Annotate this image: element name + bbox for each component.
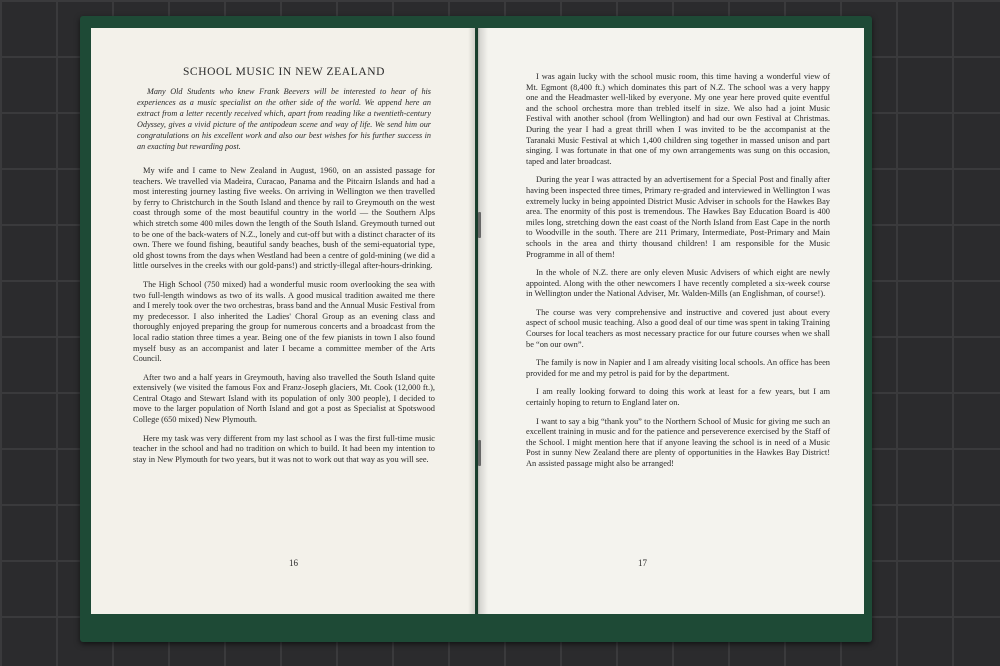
paragraph: In the whole of N.Z. there are only eleven Music Advisers of which eight are newly appointed. Along with the other newcomers I have recently completed a six-week course in Wellington under the National Adviser, Mr. Walden-Mills (an Englishman, of course!). xyxy=(526,268,830,299)
paragraph: During the year I was attracted by an advertisement for a Special Post and finally after having been inspected three times, Primary re-graded and interviewed in Wellington I was extremely lucky in being appointed District Music Adviser in schools for the Hawkes Bay area. The enormity of this post is tremendous. The Hawkes Bay Education Board is 400 miles long, stretching down the east coast of the North Island from East Cape in the north to Woodville in the south. There are 211 Primary, Intermediate, Post-Primary and Main schools in the area and thirty thousand children! I am responsible for the Music Programme in all of them! xyxy=(526,175,830,259)
intro-note: Many Old Students who knew Frank Beevers will be interested to hear of his experiences as a music specialist on the other side of the world. We append here an extract from a letter recently received which, apart from reading like a twentieth-century Odyssey, gives a vivid picture of the antipodean scene and way of life. We send him our congratulations on his excellent work and also our best wishes for his further success in an exacting but rewarding post. xyxy=(137,87,431,151)
paragraph: After two and a half years in Greymouth, having also travelled the South Island quite extensively (we visited the famous Fox and Franz-Joseph glaciers, Mt. Cook (12,000 ft.), Central Otago and Stewart Island with its population of only 300 people), I decided to move to the larger population of North Island and got a post as Specialist at Spotswood College (650 mixed) New Plymouth. xyxy=(133,372,435,425)
paragraph: Here my task was very different from my last school as I was the first full-time music teacher in the school and had no tradition on which to build. It had been my intention to stay in New Plymouth for two years, but it was not to work out that way as you will see. xyxy=(133,433,435,464)
paragraph: I was again lucky with the school music room, this time having a wonderful view of Mt. Egmont (8,400 ft.) which dominates this part of N.Z. The school was a very happy one and the Headmaster well-liked by everyone. My one year here proved quite eventful and the school orchestra more than trebled itself in size. We also had a joint Music Festival with another school (from Wellington) and had our own Festival at Christmas. During the year I had a great thrill when I was invited to be the accompanist at the Taranaki Music Festival at which 1,400 children sing together in massed unison and part singing. I was fortunate in that one of my own arrangements was sung on this occasion, taped and later broadcast. xyxy=(526,72,830,166)
right-page xyxy=(478,28,864,614)
staple xyxy=(478,440,481,466)
paragraph: The High School (750 mixed) had a wonderful music room overlooking the sea with two full-length windows as two of its walls. A good musical tradition awaited me there and I merely took over the two orchestras, brass band and the Annual Music Festival from my predecessor. I also inherited the Ladies' Choral Group as an evening class and thoroughly enjoyed preparing the group for numerous concerts and a broadcast from the local radio station three times a year. Being one of the few pianists in town I also found myself busy as an accompanist and later I became a committee member of the Arts Council. xyxy=(133,279,435,364)
paragraph: My wife and I came to New Zealand in August, 1960, on an assisted passage for teachers. We travelled via Madeira, Curacao, Panama and the Pitcairn Islands and had a most interesting journey lasting five weeks. On arriving in Wellington we then travelled by ferry to Christchurch in the South Island and thence by rail to Greymouth on the west coast through some of the most beautiful country in the world — the Southern Alps which stretch some 400 miles down the length of the South Island. Greymouth turned out to be one of the back-waters of N.Z., lonely and cut-off but with a distinct character of its own. There we found fishing, beautiful sandy beaches, bush of the semi-equatorial type, old ghost towns from the days when Westland had been a centre of gold-mining (we did a little ourselves in the creeks with our gold-pans!) and strictly-illegal after-hours-drinking. xyxy=(133,166,435,271)
staple xyxy=(478,212,481,238)
paragraph: The family is now in Napier and I am already visiting local schools. An office has been provided for me and my petrol is paid for by the department. xyxy=(526,358,830,378)
page-number: 16 xyxy=(289,558,298,568)
left-page xyxy=(91,28,475,614)
spine-gutter xyxy=(468,28,488,614)
paragraph: The course was very comprehensive and instructive and covered just about every aspect of school music teaching. Also a good deal of our time was spent in taking Training Courses for local teachers as most necessary practice for our future courses when we shall be “on our own”. xyxy=(526,307,830,349)
paragraph: I want to say a big “thank you” to the Northern School of Music for giving me such an excellent training in music and for the patience and perseverence exercised by the Staff of the School. I might mention here that if anyone leaving the school is in need of a Music Post in sunny New Zealand there are plenty of opportunities in the Hawkes Bay District! An assisted passage might also be arranged! xyxy=(526,416,830,468)
article-title: SCHOOL MUSIC IN NEW ZEALAND xyxy=(182,66,386,78)
page-number: 17 xyxy=(638,558,647,568)
paragraph: I am really looking forward to doing this work at least for a few years, but I am certainly hoping to return to England later on. xyxy=(526,387,830,408)
